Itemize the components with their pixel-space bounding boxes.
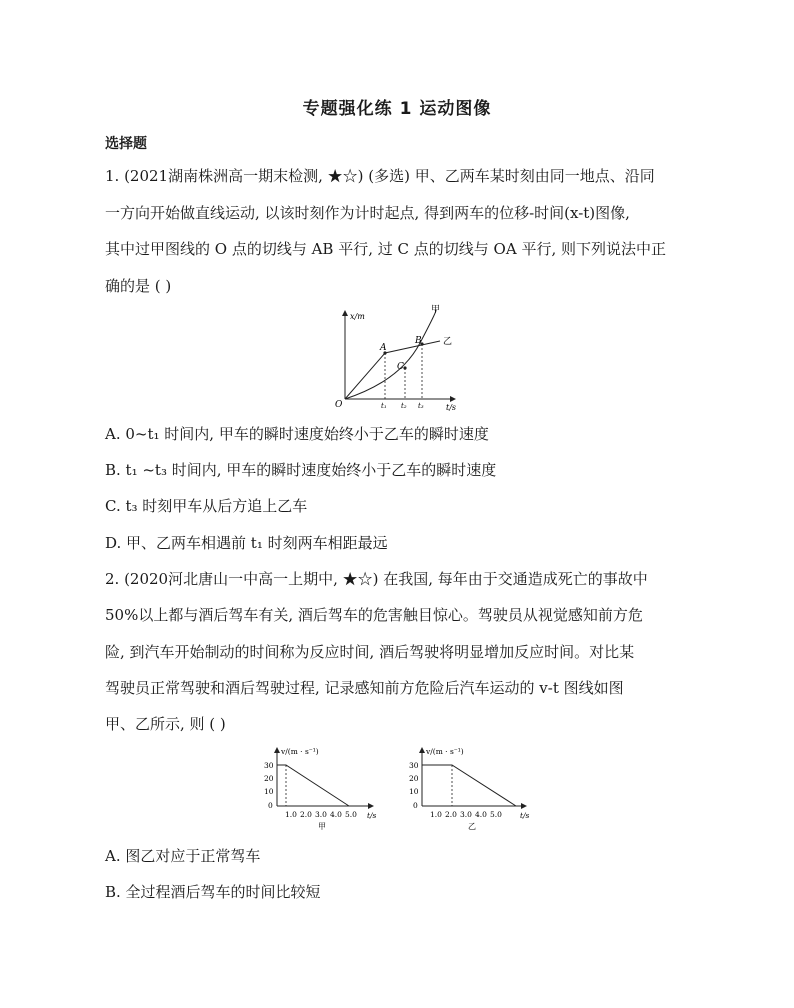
- jia-y-tick-0: 0: [268, 801, 273, 810]
- q1-line-yi: [345, 341, 440, 399]
- q2-line-3: 险, 到汽车开始制动的时间称为反应时间, 酒后驾驶将明显增加反应时间。对比某: [105, 643, 635, 661]
- q1-option-a: A. 0~t₁ 时间内, 甲车的瞬时速度始终小于乙车的瞬时速度: [105, 425, 489, 443]
- q1-x-axis-label: t/s: [446, 403, 457, 412]
- section-heading: 选择题: [105, 136, 147, 152]
- jia-y-label: v/(m · s⁻¹): [281, 747, 319, 756]
- q2-vt-graph-yi: [400, 742, 540, 834]
- yi-x-tick-1: 1.0: [430, 810, 442, 819]
- q1-y-axis-label: x/m: [350, 312, 365, 321]
- jia-x-tick-3: 3.0: [315, 810, 327, 819]
- q1-jia-label: 甲: [431, 305, 441, 315]
- yi-x-tick-5: 5.0: [490, 810, 502, 819]
- q1-line-4: 确的是 ( ): [105, 277, 172, 295]
- q1-line-1: 1. (2021湖南株洲高一期末检测, ★☆) (多选) 甲、乙两车某时刻由同一地点、沿同: [105, 167, 655, 185]
- jia-x-tick-4: 4.0: [330, 810, 342, 819]
- yi-velocity-line: [422, 765, 516, 806]
- q1-yi-label: 乙: [443, 337, 453, 347]
- page-title: 专题强化练 1 运动图像: [302, 99, 492, 119]
- q1-line-2: 一方向开始做直线运动, 以该时刻作为计时起点, 得到两车的位移-时间(x-t)图像,: [105, 204, 630, 222]
- yi-x-label: t/s: [520, 811, 530, 820]
- q2-line-4: 驾驶员正常驾驶和酒后驾驶过程, 记录感知前方危险后汽车运动的 v-t 图线如图: [105, 679, 624, 697]
- jia-x-tick-5: 5.0: [345, 810, 357, 819]
- jia-x-tick-2: 2.0: [300, 810, 312, 819]
- yi-x-tick-2: 2.0: [445, 810, 457, 819]
- yi-x-tick-4: 4.0: [475, 810, 487, 819]
- jia-velocity-line: [277, 765, 349, 806]
- jia-x-tick-1: 1.0: [285, 810, 297, 819]
- q2-option-b: B. 全过程酒后驾车的时间比较短: [105, 883, 321, 901]
- jia-y-tick-30: 30: [264, 761, 274, 770]
- q1-tick-t3: t₃: [418, 402, 424, 410]
- yi-x-tick-3: 3.0: [460, 810, 472, 819]
- q2-line-1: 2. (2020河北唐山一中高一上期中, ★☆) 在我国, 每年由于交通造成死亡的事故中: [105, 570, 648, 588]
- yi-caption: 乙: [468, 822, 476, 831]
- q1-tick-t1: t₁: [381, 402, 387, 410]
- jia-caption: 甲: [318, 822, 326, 831]
- yi-y-tick-20: 20: [409, 774, 419, 783]
- yi-y-tick-0: 0: [413, 801, 418, 810]
- yi-y-tick-10: 10: [409, 787, 419, 796]
- q1-option-c: C. t₃ 时刻甲车从后方追上乙车: [105, 497, 308, 515]
- q1-xt-graph: [305, 303, 475, 413]
- yi-y-tick-30: 30: [409, 761, 419, 770]
- q1-line-3: 其中过甲图线的 O 点的切线与 AB 平行, 过 C 点的切线与 OA 平行, 则下列说法中正: [105, 240, 666, 258]
- jia-y-tick-10: 10: [264, 787, 274, 796]
- q2-line-2: 50%以上都与酒后驾车有关, 酒后驾车的危害触目惊心。驾驶员从视觉感知前方危: [105, 606, 643, 624]
- q2-vt-graph-jia: [255, 742, 395, 834]
- q1-tick-t2: t₂: [401, 402, 407, 410]
- q2-option-a: A. 图乙对应于正常驾车: [105, 847, 261, 865]
- q1-option-d: D. 甲、乙两车相遇前 t₁ 时刻两车相距最远: [105, 534, 388, 552]
- jia-y-tick-20: 20: [264, 774, 274, 783]
- jia-x-label: t/s: [367, 811, 377, 820]
- q2-line-5: 甲、乙所示, 则 ( ): [105, 715, 226, 733]
- q1-label-a: A: [380, 343, 387, 353]
- q1-label-c: C: [397, 362, 404, 372]
- q1-label-b: B: [415, 336, 422, 346]
- q1-origin-label: O: [335, 400, 343, 410]
- q1-option-b: B. t₁ ~t₃ 时间内, 甲车的瞬时速度始终小于乙车的瞬时速度: [105, 461, 497, 479]
- yi-y-label: v/(m · s⁻¹): [426, 747, 464, 756]
